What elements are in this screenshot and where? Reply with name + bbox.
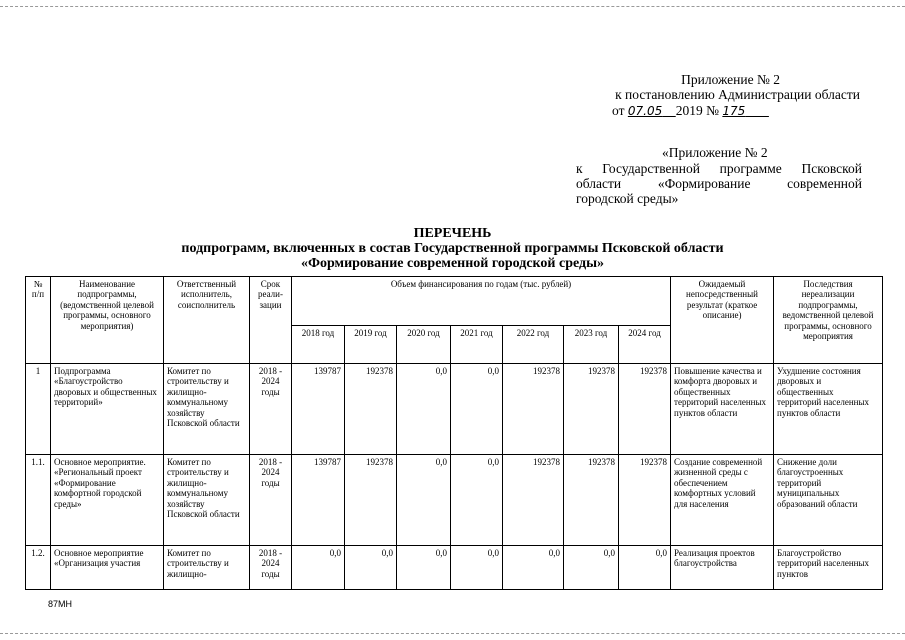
header-year-2022: 2022 год <box>503 326 564 364</box>
table-row <box>26 455 883 546</box>
row-executor: Комитет по строительству и жилищно-коммунальному хозяйству Псковской области <box>164 455 250 546</box>
decree-date-handwritten: 07.05 <box>627 104 663 118</box>
row-value-2023: 192378 <box>564 364 619 455</box>
header-name: Наименование подпрограммы, (ведомственной целевой программы, основного мероприятия) <box>51 277 164 364</box>
appendix-from: от <box>612 103 625 118</box>
row-value-2023: 192378 <box>564 455 619 546</box>
row-number: 1.2. <box>26 546 51 590</box>
page-bottom-edge <box>0 633 905 634</box>
row-value-2019: 192378 <box>345 455 397 546</box>
table-row <box>26 364 883 455</box>
header-result: Ожидаемый непосредственный результат (краткое описание) <box>671 277 774 364</box>
row-value-2018: 139787 <box>292 455 345 546</box>
row-value-2018: 139787 <box>292 364 345 455</box>
table-row <box>26 546 883 590</box>
header-year-2019: 2019 год <box>345 326 397 364</box>
row-consequences: Ухудшение состояния дворовых и общественных территорий населенных пунктов области <box>774 364 883 455</box>
header-year-2020: 2020 год <box>397 326 451 364</box>
doc-title: ПЕРЕЧЕНЬ <box>413 226 492 241</box>
row-term: 2018 - 2024 годы <box>250 546 292 590</box>
row-value-2024: 192378 <box>619 364 671 455</box>
page-top-edge <box>0 6 905 7</box>
row-value-2022: 0,0 <box>503 546 564 590</box>
row-result: Повышение качества и комфорта дворовых и общественных территорий населенных пунктов области <box>671 364 774 455</box>
row-term: 2018 - 2024 годы <box>250 455 292 546</box>
header-year-2018: 2018 год <box>292 326 345 364</box>
row-value-2020: 0,0 <box>397 455 451 546</box>
header-executor: Ответственный исполнитель, соисполнитель <box>164 277 250 364</box>
header-term: Срок реали-зации <box>250 277 292 364</box>
appendix-decree-line: к постановлению Администрации области <box>615 87 860 102</box>
appendix-year-number: 2019 № <box>675 103 719 118</box>
appendix-title: Приложение № 2 <box>681 72 780 87</box>
row-value-2024: 0,0 <box>619 546 671 590</box>
row-value-2022: 192378 <box>503 364 564 455</box>
row-name: Основное мероприятие. «Региональный проект «Формирование комфортной городской среды» <box>51 455 164 546</box>
row-value-2019: 192378 <box>345 364 397 455</box>
header-no: № п/п <box>26 277 51 364</box>
row-executor: Комитет по строительству и жилищно- <box>164 546 250 590</box>
row-value-2021: 0,0 <box>451 364 503 455</box>
row-value-2021: 0,0 <box>451 455 503 546</box>
row-number: 1 <box>26 364 51 455</box>
header-consequences: Последствия нереализации подпрограммы, ведомственной целевой программы, основного мероприятия <box>774 277 883 364</box>
footer-code: 87МН <box>48 599 73 609</box>
row-value-2020: 0,0 <box>397 364 451 455</box>
row-name: Подпрограмма «Благоустройство дворовых и общественных территорий» <box>51 364 164 455</box>
subprograms-table <box>25 276 883 590</box>
quote-line-1: к Государственной программе Псковской <box>576 161 862 176</box>
quote-title: «Приложение № 2 <box>662 145 768 160</box>
doc-subtitle: подпрограмм, включенных в состав Государственной программы Псковской области <box>181 241 724 256</box>
row-number: 1.1. <box>26 455 51 546</box>
row-consequences: Благоустройство территорий населенных пунктов <box>774 546 883 590</box>
doc-subtitle-program: «Формирование современной городской среды» <box>300 256 605 271</box>
row-value-2022: 192378 <box>503 455 564 546</box>
header-year-2024: 2024 год <box>619 326 671 364</box>
quote-line-3: городской среды» <box>576 191 679 206</box>
row-value-2018: 0,0 <box>292 546 345 590</box>
row-result: Реализация проектов благоустройства <box>671 546 774 590</box>
header-financing: Объем финансирования по годам (тыс. рублей) <box>292 277 671 326</box>
appendix-date-line <box>612 103 862 119</box>
header-year-2021: 2021 год <box>451 326 503 364</box>
row-value-2019: 0,0 <box>345 546 397 590</box>
header-year-2023: 2023 год <box>564 326 619 364</box>
row-value-2023: 0,0 <box>564 546 619 590</box>
row-value-2024: 192378 <box>619 455 671 546</box>
row-term: 2018 - 2024 годы <box>250 364 292 455</box>
row-value-2021: 0,0 <box>451 546 503 590</box>
row-consequences: Снижение доли благоустроенных территорий муниципальных образований области <box>774 455 883 546</box>
quote-line-2: области «Формирование современной <box>576 176 862 191</box>
row-name: Основное мероприятие «Организация участия <box>51 546 164 590</box>
row-value-2020: 0,0 <box>397 546 451 590</box>
row-result: Создание современной жизненной среды с обеспечением комфортных условий для населения <box>671 455 774 546</box>
row-executor: Комитет по строительству и жилищно-коммунальному хозяйству Псковской области <box>164 364 250 455</box>
decree-number-handwritten: 175 <box>722 104 746 118</box>
